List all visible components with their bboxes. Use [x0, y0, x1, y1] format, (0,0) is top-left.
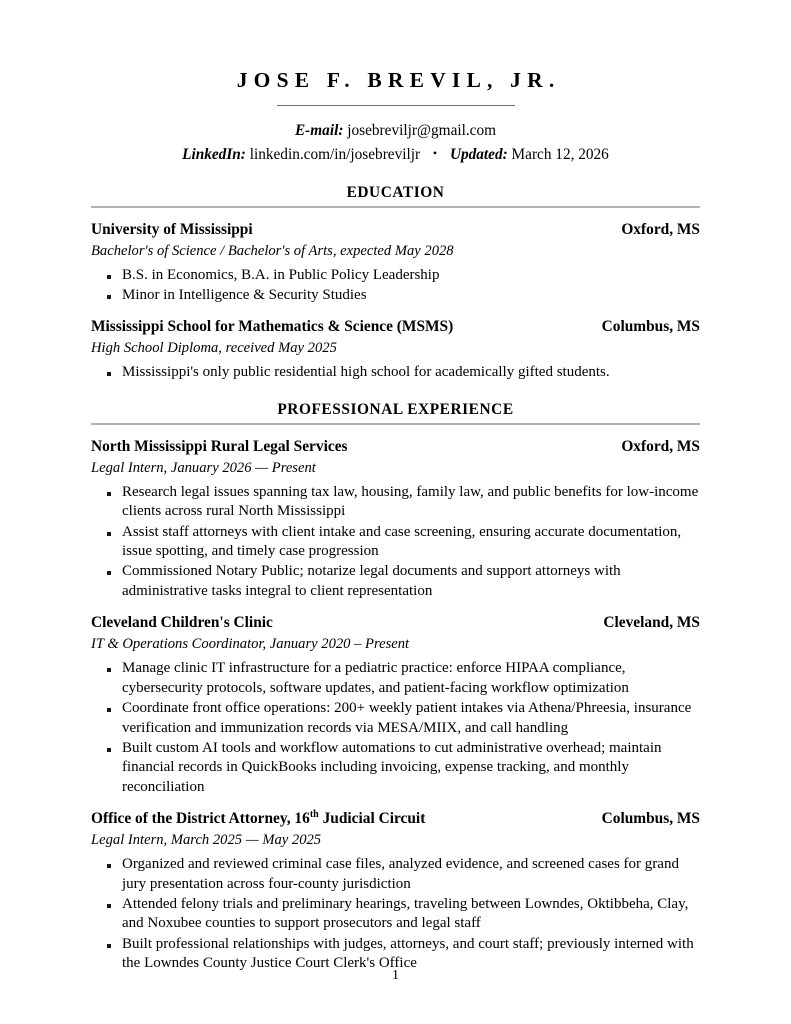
updated-value: March 12, 2026: [511, 145, 609, 163]
entry-location: Columbus, MS: [601, 810, 700, 828]
list-item: Manage clinic IT infrastructure for a pediatric practice: enforce HIPAA compliance, cybersecurity protocols, software updates, and patient-facing workflow optimization: [107, 659, 700, 698]
entry-location: Oxford, MS: [621, 220, 700, 238]
list-item: Built professional relationships with judges, attorneys, and court staff; previously interned with the Lowndes County Justice Court Clerk's Office: [107, 935, 700, 974]
list-item: Research legal issues spanning tax law, housing, family law, and public benefits for low-income clients across rural North Mississippi: [107, 483, 700, 522]
linkedin-value[interactable]: linkedin.com/in/josebreviljr: [249, 145, 421, 163]
entry-organization: [91, 809, 425, 828]
contact-block: [91, 120, 700, 166]
entry-header: [91, 613, 700, 632]
entry-organization: University of Mississippi: [91, 220, 253, 238]
entry-subtitle: Bachelor's of Science / Bachelor's of Arts, expected May 2028: [91, 242, 454, 259]
entry-bullet-list: [91, 266, 700, 306]
resume-section: [91, 183, 700, 383]
resume-entry: [91, 437, 700, 601]
list-item: Attended felony trials and preliminary hearings, traveling between Lowndes, Oktibbeha, Clay, and Noxubee counties to support prosecutors and legal staff: [107, 895, 700, 934]
entry-organization: Cleveland Children's Clinic: [91, 614, 273, 632]
title-divider: [277, 105, 515, 106]
list-item: Commissioned Notary Public; notarize legal documents and support attorneys with administrative tasks integral to client representation: [107, 562, 700, 601]
list-item: Assist staff attorneys with client intake and case screening, ensuring accurate documentation, issue spotting, and timely case progression: [107, 523, 700, 562]
email-value[interactable]: josebreviljr@gmail.com: [347, 121, 497, 139]
entry-subtitle: High School Diploma, received May 2025: [91, 340, 337, 357]
linkedin-label: LinkedIn:: [182, 145, 246, 163]
list-item: Mississippi's only public residential high school for academically gifted students.: [107, 363, 700, 382]
entry-bullet-list: [91, 855, 700, 973]
updated-label: Updated:: [449, 145, 508, 163]
section-title: PROFESSIONAL EXPERIENCE: [277, 400, 514, 418]
resume-content: [91, 0, 700, 975]
entry-bullet-list: [91, 363, 700, 382]
resume-entry: [91, 809, 700, 973]
entry-location: Columbus, MS: [601, 318, 700, 336]
section-divider: [91, 423, 700, 425]
list-item: Built custom AI tools and workflow automations to cut administrative overhead; maintain financial records in QuickBooks including invoicing, expense tracking, and monthly reconciliation: [107, 739, 700, 797]
entry-location: Cleveland, MS: [603, 614, 700, 632]
resume-entry: [91, 220, 700, 306]
entry-header: [91, 317, 700, 336]
section-title: EDUCATION: [346, 183, 445, 201]
resume-section: [91, 400, 700, 974]
section-divider: [91, 206, 700, 208]
entry-header: [91, 809, 700, 828]
entry-organization-prefix: Office of the District Attorney, 16: [91, 810, 310, 828]
list-item: Coordinate front office operations: 200+ weekly patient intakes via Athena/Phreesia, insurance verification and immunization records via MESA/MIIX, and call handling: [107, 699, 700, 738]
entry-organization: North Mississippi Rural Legal Services: [91, 437, 348, 455]
entry-subtitle: Legal Intern, March 2025 — May 2025: [91, 832, 322, 849]
page-number: 1: [392, 968, 399, 983]
entry-subtitle: Legal Intern, January 2026 — Present: [91, 459, 316, 476]
entry-organization-superscript: th: [309, 809, 319, 821]
entry-header: [91, 220, 700, 239]
separator-dot-icon: •: [432, 145, 438, 160]
entry-organization-suffix: Judicial Circuit: [318, 810, 426, 828]
email-label: E-mail:: [294, 121, 344, 139]
entry-organization: Mississippi School for Mathematics & Science (MSMS): [91, 318, 454, 336]
entry-location: Oxford, MS: [621, 437, 700, 455]
entry-bullet-list: [91, 659, 700, 797]
resume-entry: [91, 317, 700, 382]
list-item: Organized and reviewed criminal case files, analyzed evidence, and screened cases for grand jury presentation across four-county jurisdiction: [107, 855, 700, 894]
entry-header: [91, 437, 700, 456]
resume-entry: [91, 613, 700, 797]
contact-email-line: [91, 120, 700, 142]
entry-bullet-list: [91, 483, 700, 601]
list-item: B.S. in Economics, B.A. in Public Policy Leadership: [107, 266, 700, 285]
entry-subtitle: IT & Operations Coordinator, January 2020 – Present: [91, 636, 410, 653]
list-item: Minor in Intelligence & Security Studies: [107, 286, 700, 305]
sections-container: [91, 183, 700, 974]
contact-linkedin-line: [91, 142, 700, 166]
page-title: JOSE F. BREVIL, JR.: [236, 68, 561, 92]
